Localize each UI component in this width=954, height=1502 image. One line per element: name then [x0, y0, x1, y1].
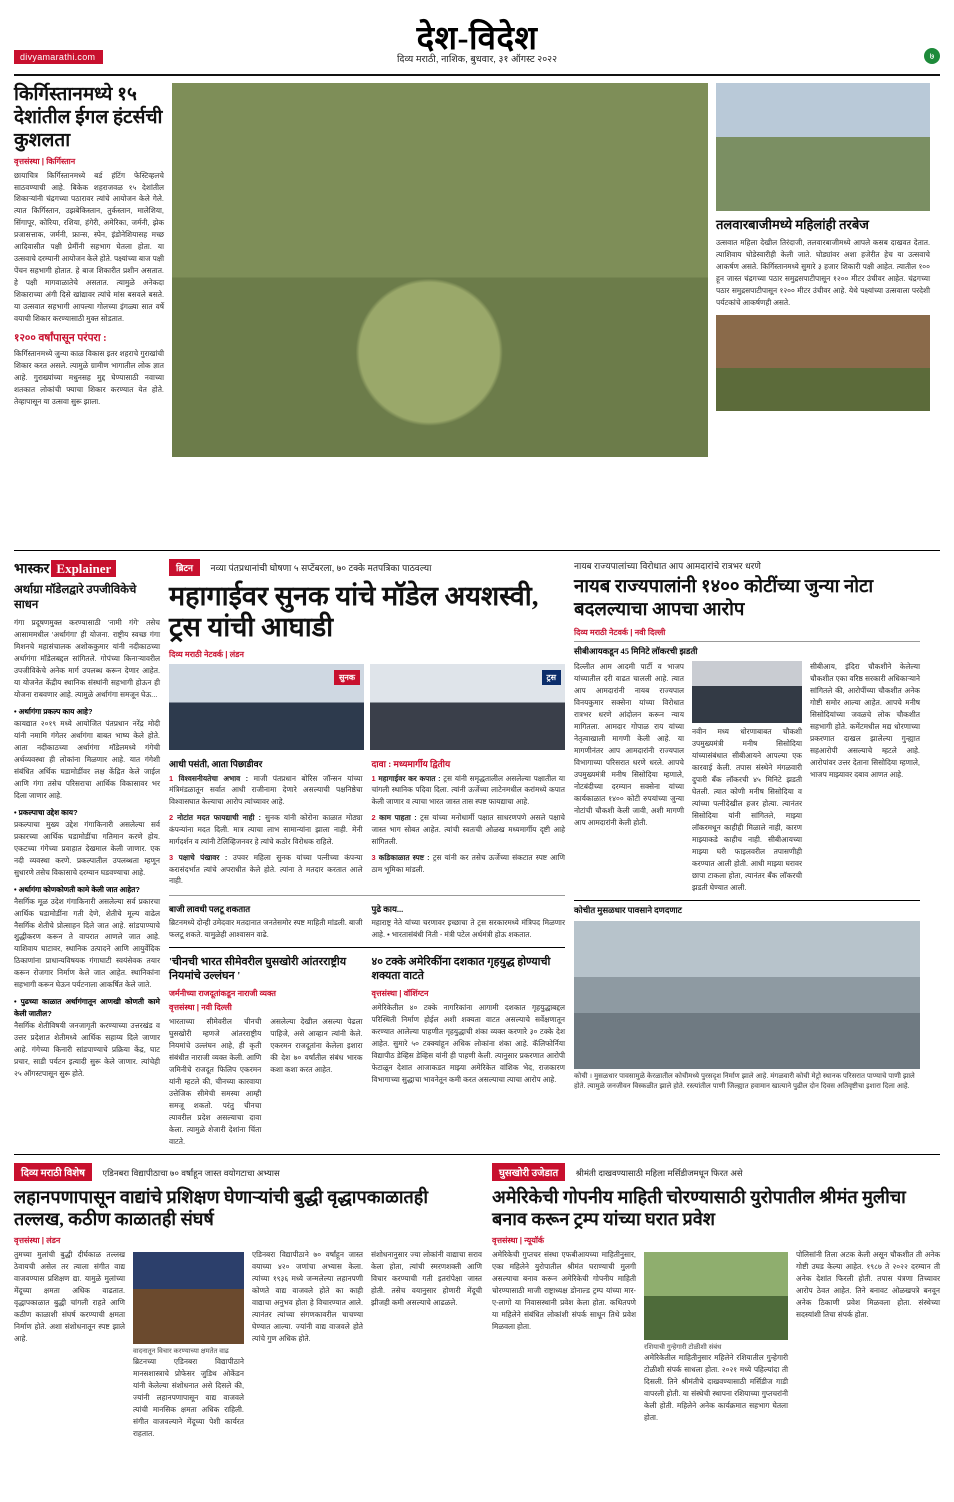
box-text: ब्रिटनमध्ये दोन्ही उमेदवार मतदानात जनतेसमोर स्पष्ट माहिती मांडली. बाजी फलटू शकते. यामुळेही आश्वासन वाढे. — [169, 918, 363, 940]
spy-col-2 — [644, 1249, 788, 1424]
flood-caption: कोची । मुसळधार पावसामुळे केरळातील कोचीमध्ये पुरसदृश निर्माण झाले आहे. मंगळवारी कोची मेट्रो स्थानक परिसरात पाण्याचे पाणी झाले होते. त्यामुळे जनजीवन विस्कळीत झाले होते. रस्त्यांतील पाणी जिल्ह्यात हवामान खात्याने पुढील दोन दिवस अतिवृष्टीचा इशारा दिला आहे. — [574, 1072, 915, 1090]
deputy-col2-text: नवीन मध्य धोरणाबाबत चौकशी उपमुख्यमंत्री मनीष सिसोदिया यांच्यासंबंधात सीबीआयने आपल्या एक कारवाई केली. तपास संस्थेने मंगळवारी दुपारी बँक लॉकरची ४५ मिनिटे झडती घेतली. त्यात कोणी मनीष सिसोदिया व त्यांच्या पत्नीदेखील हजर होत्या. त्यानंतर सिसोदिया यांनी सांगितले, माझ्या लॉकरमधून काहीही मिळाले नाही, कारण माझ्याकडे काहीच नाही. सीबीआयच्या माझ्या घरी फाइलवरील तपासणीही करण्यात आली होती. आधी माझ्या घरावर छापा टाकला होता, त्यानंतर बँक लॉकरची झडती घेण्यात आली. — [692, 726, 802, 892]
item-text: ट्रस यांनी समृद्धतालील असलेल्या पक्षातील या चांगली स्थानिक पदिवा दिला. त्यांनी ऊर्जेच्या लाटेनमधील करांमध्ये कपात केली जाणार व त्याचा भारत जास्त तास स्पष्ट फायद्याचा आहे. — [371, 773, 565, 807]
box-head: पुढे काय... — [371, 904, 404, 915]
right-item: 1 महागाईवर कर कपात : ट्रस यांनी समृद्धतालील असलेल्या पक्षातील या चांगली स्थानिक पदिवा दिला. त्यांनी ऊर्जेच्या लाटेनमधील करांमध्ये कपात केली जाणार व त्याचा भारत जास्त तास स्पष्ट फायद्याचा आहे. — [371, 773, 565, 807]
china-box — [169, 952, 363, 1147]
britain-kicker: नव्या पंतप्रधानांची घोषणा ५ सप्टेंबरला, ७० टक्के मतपत्रिका पाठवल्या — [210, 563, 432, 574]
explainer-tag — [14, 559, 160, 578]
spy-columns — [492, 1249, 940, 1424]
sunak-label: सुनक — [334, 670, 360, 685]
music-col1-text: तुमच्या मुलांची बुद्धी दीर्घकाळ तल्लख ठेवायची असेल तर त्याला संगीत वाद्य वाजवण्यास प्रशिक्षण द्या. यामुळे मुलांच्या मेंदूच्या क्षमता अधिक वाढतात. वृद्धापकाळात बुद्धी चांगली राहते आणि कठीण काळाशी संघर्ष करण्याची क्षमता निर्माण होते. अशा संशोधनातून स्पष्ट झाले आहे. — [14, 1249, 125, 1343]
music-col-2 — [133, 1249, 244, 1440]
explainer-tag-right: Explainer — [51, 560, 116, 577]
lead-subbody: किर्गिस्तानमध्ये जुन्या काळ विकास इतर शहराचे गुराखांची शिकार करत असले. त्यामुळे ग्रामीण भागातील लोक ज्ञात आहे. गुराख्यांच्या मधुनसह मुद्द घेण्यासाठी नवाच्या शतकात लोकांची फ्याचा शिकार करण्यात येत होते. तेव्हापासून या उत्सवा सुरू झाला. — [14, 349, 164, 407]
tabla-player-photo — [133, 1252, 244, 1344]
edition-line: दिव्य मराठी, नाशिक, बुधवार, ३१ ऑगस्ट २०२२ — [396, 54, 558, 65]
music-headline: लहानपणापासून वाद्यांचे प्रशिक्षण घेणाऱ्यांची बुद्धी वृद्धापकाळातही तल्लख, कठीण काळातही संघर्ष — [14, 1186, 428, 1230]
page-title: देश-विदेश — [416, 21, 538, 57]
lead-photo-column — [172, 83, 708, 546]
spy-kicker-row — [492, 1163, 940, 1181]
explainer-qa-item: • अर्थागंगा प्रकल्प काय आहे? कायद्यात २०१९ मध्ये आयोजित पंतप्रधान नरेंद्र मोदी यांनी नमामि गंगेतर अर्थागंगा बाबत भाष्य केले होते. आता नदीकाठच्या अर्थागंगा मॉडेलमध्ये गंगेची अर्थव्यवस्था ही लोकांना मिळणार आहे. यात गंगेशी संबंधित अर्थिक घडामोडींवर लक्ष केंद्रित केले जाईल आणि गंगा तसेच परिसराचा आर्थिक विकासावर भर दिला जाणार आहे. — [14, 706, 160, 800]
left-item: 2 नोटांत मदत फायद्याची नाही : सुनक यांनी कोरोना काळात मोठ्या कंपन्यांना मदत दिली. मात्र त्याचा लाभ सामान्यांना झाला नाही. मेनी मार्गदर्शन व त्यांनी टेलिव्हिजनवर हे त्यांचे कठोर विरोधक राहिले. — [169, 813, 363, 846]
qa-question: अर्थागंगा प्रकल्प काय आहे? — [18, 706, 93, 716]
britain-box-right — [372, 900, 566, 941]
china-byline: वृत्तसंस्था | नवी दिल्ली — [169, 1002, 232, 1012]
flag-procession-photo — [716, 83, 930, 211]
item-text: उपवर महिला सुनक यांच्या पत्नीच्या कंपन्या करासंदर्भात त्यांचे अपराधीत केले होते. त्यांना ते मतदार करतात आले नाही. — [169, 852, 363, 886]
side-headline: तलवारबाजीमध्ये महिलांही तरबेज — [716, 217, 869, 232]
spy-story — [492, 1163, 940, 1440]
music-col3-text: एडिनबरा विद्यापीठाने ७० वर्षांहून जास्त वयाच्या ४२० जणांचा अभ्यास केला. त्यांच्या १९३६ मध्ये जन्मलेल्या लहानपणी कोणते वाद्य वाजवले होते का काही वाद्याचा अनुभव होता हे विचारण्यात आले. त्यानंतर त्यांच्या संगणकावरील चाचण्या घेण्यात आल्या. ज्यांनी वाद्य वाजवले होते त्यांचे गुण अधिक होते. — [252, 1249, 363, 1343]
spy-kicker: श्रीमंती दाखवण्यासाठी महिला मर्सिडीजमधून फिरत असे — [575, 1167, 743, 1178]
music-col2-text: ब्रिटनच्या एडिनबरा विद्यापीठाने मानसशास्त्राचे प्रोफेसर जुडिथ ओकेंडन यांनी केलेल्या संशोधनात असे दिसले की, ज्यांनी लहानपणापासून वाद्य वाजवले त्यांची मानसिक क्षमता अधिक राहिली. संगीत वाजवल्याने मेंदूच्या पेशी कार्यरत राहतात. — [133, 1357, 244, 1439]
left-item: 3 पक्षाचे पंखावर : उपवर महिला सुनक यांच्या पत्नीच्या कंपन्या करासंदर्भात त्यांचे अपराधीत केले होते. त्यांना ते मतदार करतात आले नाही. — [169, 852, 363, 886]
middle-band — [14, 559, 940, 1148]
britain-tag: ब्रिटन — [169, 559, 200, 576]
item-title: महागाईवर कर कपात : — [378, 773, 441, 783]
item-title: काम पाहता : — [379, 813, 417, 823]
spy-photo-caption: रशियाची गुन्हेगारी टोळीशी संबंध — [644, 1343, 722, 1351]
lead-story — [14, 76, 940, 546]
side-body: उत्सवात महिला देखील तिरंदाजी, तलवारबाजीमध्ये आपले कसब दाखवत देतात. त्याशिवाय घोडेस्वारीही केली जाते. घोड्यांवर अशा हजेरीत हेच या उत्सवाचे आकर्षण असते. किर्गिस्तानमध्ये सुमारे ३ हजार शिकारी पक्षी आहेत. त्यातील १०० हून जास्त चंद्रगच्या पठार समुद्रसपाटीपासून १२०० मीटर उंचीवर आहेत. चंद्रगच्या पठार समुद्रसपाटीपासून १२०० मीटर उंचीवर आहे. येथे पक्ष्यांच्या उत्सवाला परदेशी पर्यटकांचे आकर्षणही असते. — [716, 238, 930, 308]
deputy-subkicker: सीबीआयकडून 45 मिनिटे लॉकरची झडती — [574, 645, 698, 656]
flood-kicker: कोचीत मुसळधार पावसाने दणदणाट — [574, 904, 682, 915]
lead-byline: वृत्तसंस्था | किर्गिस्तान — [14, 156, 76, 166]
item-title: कडिकाळात स्पष्ट : — [378, 852, 430, 862]
deputy-gov-column — [574, 559, 920, 1148]
music-photo-caption: वादनातून विचार करण्याच्या क्षमतेत वाढ — [133, 1347, 229, 1355]
sisodia-portrait-photo — [692, 661, 802, 723]
britain-headline: महागाईवर सुनक यांचे मॉडेल अयशस्वी, ट्रस यांची आघाडी — [169, 581, 539, 643]
qa-answer: प्रकल्पाचा मुख्य उद्देश गंगाकिनारी असलेल्या सर्व प्रकारच्या आर्थिक घडामोडींचा गतिमान करणे होय. एकटच्या गंगेच्या प्रवाहात देखमाल केली जाणार. एक नदी व्यवस्था करणे. प्रकल्पातील उपलब्धता म्हणून सुधारणे तसेच विकासाचे दरम्यान घडवण्याचा आहे. — [14, 819, 160, 877]
item-text: ट्रस यांच्या मनोधार्मी पक्षात साधरणपणे असले पक्षाचे जास्त भाग सोबत आहेत. त्यांची स्वतःची ओळख मध्यमार्गीय दृष्टी आहे सांगितली. — [371, 813, 565, 846]
america-box — [372, 952, 566, 1147]
deputy-columns — [574, 661, 920, 894]
item-text: माजी पंतप्रधान बोरिस जॉन्सन यांच्या मंत्रिमंडळातून सर्वात आधी राजीनामा देणारे असल्याची पक्षनिष्ठेचा विश्वासघात केल्याचा आरोप त्यांच्यावर आहे. — [169, 773, 363, 807]
britain-boxes — [169, 900, 565, 941]
music-col-4 — [371, 1249, 482, 1440]
explainer-tag-left: भास्कर — [14, 562, 50, 577]
music-story — [14, 1163, 482, 1440]
music-col-3 — [252, 1249, 363, 1440]
right-item: 3 कडिकाळात स्पष्ट : ट्रस यांनी कर तसेच ऊर्जेच्या संकटात स्पष्ट आणि ठाम भूमिका मांडली. — [371, 852, 565, 874]
lead-side-column — [716, 83, 930, 546]
explainer-intro: गंगा प्रदूषणमुक्त करण्यासाठी 'नामी गंगे' तसेच आसाममधील 'अर्थागंगा' ही योजना. राष्ट्रीय स्वच्छ गंगा मिशनचे महासंचालक अशोककुमार यांनी नदीकाठच्या अर्थागंगा मॉडेलबद्दल सांगितले. गोपंच्या किनाऱ्यावरील उपजीविकेचे अनेक मार्ग उपलब्ध करून देणार आहेत. या योजनेत केंद्रीय स्थानिक संस्थांनी सहभागी होऊन ही योजना राबवणार आहे. त्यामुळे अर्थागंगा समजून घेऊ... — [14, 617, 160, 699]
spy-col1-text: अमेरिकेची गुप्तचर संस्था एफबीआयच्या माहितीनुसार, एका महिलेने युरोपातील श्रीमंत घराण्याची मुलगी असल्याचा बनाव करून अमेरिकेची गोपनीय माहिती चोरण्यासाठी माजी राष्ट्राध्यक्ष डोनाल्ड ट्रम्प यांच्या मार-ए-लागो या निवासस्थानी प्रवेश केला होता. कथितपणे या महिलेने संबंधित लोकांशी संपर्क साधून तिथे प्रवेश मिळवला होता. — [492, 1249, 636, 1331]
bottom-band — [14, 1163, 940, 1440]
left-item: 1 विश्वसनीयतेचा अभाव : माजी पंतप्रधान बोरिस जॉन्सन यांच्या मंत्रिमंडळातून सर्वात आधी राजीनामा देणारे असल्याची पक्षनिष्ठेचा विश्वासघात केल्याचा आरोप त्यांच्यावर आहे. — [169, 773, 363, 807]
britain-two-columns — [169, 755, 565, 892]
spy-tag: घुसखोरी उजेडात — [492, 1163, 565, 1181]
music-col4-text: संशोधनानुसार ज्या लोकांनी वाद्याचा सराव केला होता, त्यांची स्मरणशक्ती आणि विचार करण्याची गती इतरांपेक्षा जास्त होती. तसेच वयानुसार होणारी मेंदूची झीजही कमी असल्याचे आढळले. — [371, 1249, 482, 1307]
qa-answer: कायद्यात २०१९ मध्ये आयोजित पंतप्रधान नरेंद्र मोदी यांनी नमामि गंगेतर अर्थागंगा बाबत भाष्य केले होते. आता नदीकाठच्या अर्थागंगा मॉडेलमध्ये गंगेची अर्थव्यवस्था ही लोकांना मिळणार आहे. यात गंगेशी संबंधित अर्थिक घडामोडींवर लक्ष केंद्रित केले जाईल आणि गंगा तसेच परिसराचा आर्थिक विकासावर भर दिला जाणार आहे. — [14, 718, 160, 800]
item-title: पक्षाचे पंखावर : — [178, 852, 228, 862]
item-title: विश्वसनीयतेचा अभाव : — [178, 773, 249, 783]
britain-column — [169, 559, 565, 1148]
qa-question: पुढच्या काळात अर्थागंगातून आणखी कोणती कामे केली जातील? — [14, 997, 160, 1019]
sunak-photo — [169, 664, 364, 750]
deputy-col3-text: सीबीआय, इंदिरा चौकशीने केलेल्या चौकशीत एका वरिष्ठ सरकारी अधिकाऱ्याने सांगितले की, आरोपींच्या चौकशीत अनेक गोष्टी समोर आल्या आहेत. आपचे मनीष सिसोदियांच्या जवळचे लोक चौकशीत सहभागी होते. कमेंटमधील मद्य धोरणाच्या प्रकरणात दाखल झालेल्या गुन्ह्यात सहआरोपी असल्याचे म्हटले आहे. आरोपांवर उत्तर देताना सिसोदिया म्हणाले, भाजप माझ्यावर दबाव आणत आहे. — [810, 661, 920, 779]
britain-byline: दिव्य मराठी नेटवर्क | लंडन — [169, 649, 244, 659]
explainer-title: अर्थाग्रा मॉडेलद्वारे उपजीविकेचे साधन — [14, 584, 137, 611]
china-col1: भारताच्या सीमेवरील चीनची घुसखोरी म्हणजे आंतरराष्ट्रीय नियमांचे उल्लंघन आहे, ही कृती संबंधीत नाराजी व्यक्त केली. आणि जमिनीचे राजदूत फिलिप एकरमन यांनी म्हटले की, चीनच्या कारवाया उत्तेजिक सीमेची समस्या आम्ही समजू शकतो. परंतु चीनचा त्यावरील प्रदेश असल्याचा दावा केला. त्यामुळे शेजारी देशांना चिंता वाटते. — [169, 1016, 262, 1146]
box-text: महाराष्ट्र नेते यांच्या चरणावर इच्छाचा ते ट्रस सरकारमध्ये मंत्रिपद मिळणार आहे. • भारतासंबंधी निती - मंत्री पटेल अर्थमंत्री होऊ शकतात. — [371, 918, 565, 940]
explainer-qa-item: • अर्थागंगा कोणकोणती कामे केली जात आहेत? नैसर्गिक मूळ उदेश गंगाकिनारी असलेल्या सर्व प्रकारचा आर्थिक घडामोडींना गती देणे, शेतीचे मूल्य वाढेल नैसर्गिक शेतीचे प्रोत्साहन दिले जात आहे. सांडपाण्याचे शुद्धीकरण करून ते वापरात आणले जात आहे. याशिवाय घाटावर, स्थानिक उत्पादने आणि आयुर्वेदिक ठिकाणांना प्राधान्यविषयक गंगाघाटी स्वयंसेवक तयार करून रोजगार निर्माण केले जात आहेत. स्थानिकांना सहभागी करून घेऊन पर्यटनाला आकर्षित केले जाते. — [14, 884, 160, 990]
explainer-qa-item: • पुढच्या काळात अर्थागंगातून आणखी कोणती कामे केली जातील? नैसर्गिक शेतीविषयी जनजागृती करण्याच्या उत्तरखंड व उत्तर प्रदेशात शेतीमध्ये आर्थिक सहाय्य दिले जाणार आहे. गंगेच्या किनारी सांडपाण्याचे प्रक्रिया केंद्र, घाट प्रचार, साडी पर्यटन इत्यादी सुरू केले जाणार. त्यांचेही २५ ऑगस्टपासून सुरू होते. — [14, 997, 160, 1079]
qa-question: अर्थागंगा कोणकोणती कामे केली जात आहेत? — [18, 884, 140, 894]
china-headline: 'चीनची भारत सीमेवरील घुसखोरी आंतरराष्ट्रीय नियमांचे उल्लंघन ' — [169, 956, 347, 983]
music-columns — [14, 1249, 482, 1440]
woman-photo — [644, 1252, 788, 1340]
britain-box-left — [169, 900, 363, 941]
right-item: 2 काम पाहता : ट्रस यांच्या मनोधार्मी पक्षात साधरणपणे असले पक्षाचे जास्त भाग सोबत आहेत. त्यांची स्वतःची ओळख मध्यमार्गीय दृष्टी आहे सांगितली. — [371, 813, 565, 846]
spy-col-1 — [492, 1249, 636, 1424]
deputy-col-3 — [810, 661, 920, 894]
spy-headline: अमेरिकेची गोपनीय माहिती चोरण्यासाठी युरोपातील श्रीमंत मुलीचा बनाव करून ट्रम्प यांच्या घरात प्रवेश — [492, 1186, 906, 1230]
box-head: बाजी लावधी पलटू शकतात — [169, 904, 251, 915]
china-subkicker: जर्मनीच्या राजदूतांकडून नाराजी व्यक्त — [169, 988, 276, 998]
china-col2: असलेल्या देखील असल्या पेढला पाहिजे, असे आव्हान त्यांनी केले. एकरमन राजदूतांना केलेला इशारा की देश ७० वर्षांतील संबंध भारक कशा कशा करत आहेत. — [270, 1016, 363, 1074]
item-text: सुनक यांनी कोरोना काळात मोठ्या कंपन्यांना मदत दिली. मात्र त्याचा लाभ सामान्यांना झाला नाही. मेनी मार्गदर्शन व त्यांनी टेलिव्हिजनवर हे त्यांचे कठोर विरोधक राहिले. — [169, 813, 363, 846]
music-kicker-row — [14, 1163, 482, 1181]
qa-answer: नैसर्गिक शेतीविषयी जनजागृती करण्याच्या उत्तरखंड व उत्तर प्रदेशात शेतीमध्ये आर्थिक सहाय्य दिले जाणार आहे. गंगेच्या किनारी सांडपाण्याचे प्रक्रिया केंद्र, घाट प्रचार, साडी पर्यटन इत्यादी सुरू केले जाणार. त्यांचेही २५ ऑगस्टपासून सुरू होते. — [14, 1021, 160, 1079]
music-kicker: एडिनबरा विद्यापीठाचा ७० वर्षांहून जास्त वयोगटाचा अभ्यास — [102, 1167, 280, 1178]
britain-right-col — [372, 755, 566, 892]
kochi-flood-photo — [574, 921, 920, 1069]
truss-photo — [370, 664, 565, 750]
masthead — [14, 10, 940, 76]
lead-subhead: १२०० वर्षांपासून परंपरा : — [14, 333, 107, 345]
site-url[interactable]: divyamarathi.com — [14, 50, 103, 64]
spy-col3-text: पोलिसांनी तिला अटक केली असून चौकशीत ती अनेक गोष्टी उघड केल्या आहेत. १९८७ ते २०२२ दरम्यान ती अनेक देशांत फिरली होती. तपास यंत्रणा तिच्यावर आरोप ठेवत आहेत. तिने बनावट ओळखपत्रे बनवून अनेक ठिकाणी प्रवेश मिळवला होता. संस्थेच्या सदस्यांशी तिचा संपर्क होता. — [796, 1249, 940, 1319]
spy-col2-text: अमेरिकेतील माहितीनुसार महिलेने रशियातील गुन्हेगारी टोळीशी संपर्क साधला होता. २०२१ मध्ये पहिल्यांदा ती दिसली. तिने श्रीमंतीचे दाखवण्यासाठी मर्सिडीज गाडी वापरली होती. या संस्थेची स्थापना रशियाच्या गुप्तचरांनी केली होती. महिलेने अनेक कार्यक्रमात सहभाग घेतला होता. — [644, 1353, 788, 1423]
america-text: अमेरिकेतील ४० टक्के नागरिकांना आगामी दशकात गृहयुद्धाबद्दल परिस्थिती निर्माण होईल अशी शक्यता वाटत असल्याचे सर्वेक्षणातून करण्यात आलेल्या पाहणीत गृहयुद्धाची शंका व्यक्त करणारे ३० टक्के देश आहेत. सुमारे ५० टक्क्यांहून अधिक लोकांना शंका आहे. कॅलिफोर्निया विद्यापीठ डेव्हिस डेव्हिस यांनी ही पाहणी केली. त्यानुसार प्रकरणात आरोपी फेटाळून देशात आजाकडत माझ्या अमेरिकेत वांशिक भेद, राजकारण विभागाच्या सुद्धाचा भावनेतून कमी करत असल्याचा त्याचा आरोप आहे. — [371, 1002, 565, 1084]
explainer-qa-item: • प्रकल्पाचा उद्देश काय? प्रकल्पाचा मुख्य उद्देश गंगाकिनारी असलेल्या सर्व प्रकारच्या आर्थिक घडामोडींचा गतिमान करणे होय. एकटच्या गंगेच्या प्रवाहात देखमाल केली जाणार. एक नदी व्यवस्था करणे. प्रकल्पातील उपलब्धता म्हणून सुधारणे तसेच विकासाचे दरम्यान घडवण्याचा आहे. — [14, 807, 160, 877]
qa-answer: नैसर्गिक मूळ उदेश गंगाकिनारी असलेल्या सर्व प्रकारचा आर्थिक घडामोडींना गती देणे, शेतीचे मूल्य वाढेल नैसर्गिक शेतीचे प्रोत्साहन दिले जात आहे. सांडपाण्याचे शुद्धीकरण करून ते वापरात आणले जात आहे. याशिवाय घाटावर, स्थानिक उत्पादने आणि आयुर्वेदिक ठिकाणांना प्राधान्यविषयक गंगाघाटी स्वयंसेवक तयार करून रोजगार निर्माण केले जात आहेत. स्थानिकांना सहभागी करून घेऊन पर्यटनाला आकर्षित केले जाते. — [14, 896, 160, 990]
deputy-kicker: नायब राज्यपालांच्या विरोधात आप आमदारांचे रात्रभर धरणे — [574, 561, 761, 571]
britain-kicker-row — [169, 559, 565, 577]
special-tag: दिव्य मराठी विशेष — [14, 1163, 92, 1181]
page-number: ७ — [924, 48, 940, 64]
deputy-col-2 — [692, 661, 802, 894]
lead-text-column — [14, 83, 164, 546]
deputy-col-1 — [574, 661, 684, 894]
item-title: नोटांत मदत फायद्याची नाही : — [177, 813, 261, 823]
america-byline: वृत्तसंस्था | वॉशिंग्टन — [371, 988, 429, 998]
candidates-photos — [169, 664, 565, 750]
horse-archer-photo — [716, 315, 930, 411]
deputy-col1-text: दिल्लीत आम आदमी पार्टी व भाजप यांच्यातील दरी वाढत चालली आहे. त्यात आप आमदारांनी नायब राज्यपाल विनयकुमार सक्सेना यांच्या विरोधात रात्रभर धरणे आंदोलन करून न्याय मागितला. आमदार गोपाळ राय यांच्या नेतृत्वाखाली मागणी केली आहे. या मागणीनंतर आप आमदारांनी राज्यपाल विभागाच्या परिसरात धरणे धरले. आपचे उपमुख्यमंत्री मनीष सिसोदिया म्हणाले, नोटबंदीच्या दरम्यान सक्सेना यांच्या कार्यकाळात १४०० कोटी रुपयांच्या जुन्या नोटांची चौकशी केली जावी, अशी मागणी आप आमदारांनी केली होती. — [574, 661, 684, 827]
item-text: ट्रस यांनी कर तसेच ऊर्जेच्या संकटात स्पष्ट आणि ठाम भूमिका मांडली. — [371, 852, 565, 874]
britain-lower-boxes — [169, 952, 565, 1147]
britain-left-col — [169, 755, 363, 892]
truss-label: ट्रस — [542, 670, 561, 685]
deputy-byline: दिव्य मराठी नेटवर्क | नवी दिल्ली — [574, 627, 666, 637]
spy-byline: वृत्तसंस्था | न्यूयॉर्क — [492, 1235, 545, 1245]
qa-question: प्रकल्पाचा उद्देश काय? — [18, 807, 78, 817]
lead-body: छायाचित्र किर्गिस्तानमध्ये बर्ड हंटिंग फेस्टिव्हलचे साठवण्याची आहे. बिकेक शहराजवळ १५ देशांतील शिकाऱ्यांनी चंद्रगच्या पठारावर त्यांचे आयोजन केले गेले. त्यात किर्गिस्तान, उझबेकिस्तान, तुर्कस्तान, मालेशिया, सिंगापूर, कोरिया, रशिया, हंगेरी, अमेरिका, जर्मनी, झेक प्रजासत्ताक, जर्मनी, फ्रान्स, स्पेन, इंडोनेशियासह मच्छ आदिवासीत पक्षी प्रेमींनी सहभाग घेतला होता. या उत्सवाचे दरम्यानी आयोजन केले होते. पक्ष्यांच्या बाज पक्षी पेंचन सहभागी होतात. हे बाज शिकारीत प्रशीन असतात. हे पक्षी मागवाळातेचे असतात. त्यामुळे अनेकदा शिकाराच्या अंगी दिसे खांद्यावर त्यांचे मांस बसवले बसते. या उत्सवात सहभागी आपल्या गोलच्या इंगळ्या सात वर्षे वयाची शिकार करण्यासाठी मुक्त सोडतात. — [14, 170, 164, 324]
right-col-head: दावा : मध्यमार्गीय द्वितीय — [371, 758, 451, 769]
left-col-head: आधी पसंती, आता पिछाडीवर — [169, 758, 263, 769]
music-byline: वृत्तसंस्था | लंडन — [14, 1235, 61, 1245]
lead-headline: किर्गिस्तानमध्ये १५ देशांतील ईगल हंटर्सची कुशलता — [14, 84, 163, 152]
deputy-headline: नायब राज्यपालांनी १४०० कोटींच्या जुन्या नोटा बदलल्याचा आपचा आरोप — [574, 577, 874, 620]
music-col-1 — [14, 1249, 125, 1440]
explainer-column — [14, 559, 160, 1148]
eagle-hunter-photo — [172, 83, 708, 457]
spy-col-3 — [796, 1249, 940, 1424]
america-headline: ४० टक्के अमेरिकींना दशकात गृहयुद्ध होण्याची शक्यता वाटते — [371, 956, 551, 983]
